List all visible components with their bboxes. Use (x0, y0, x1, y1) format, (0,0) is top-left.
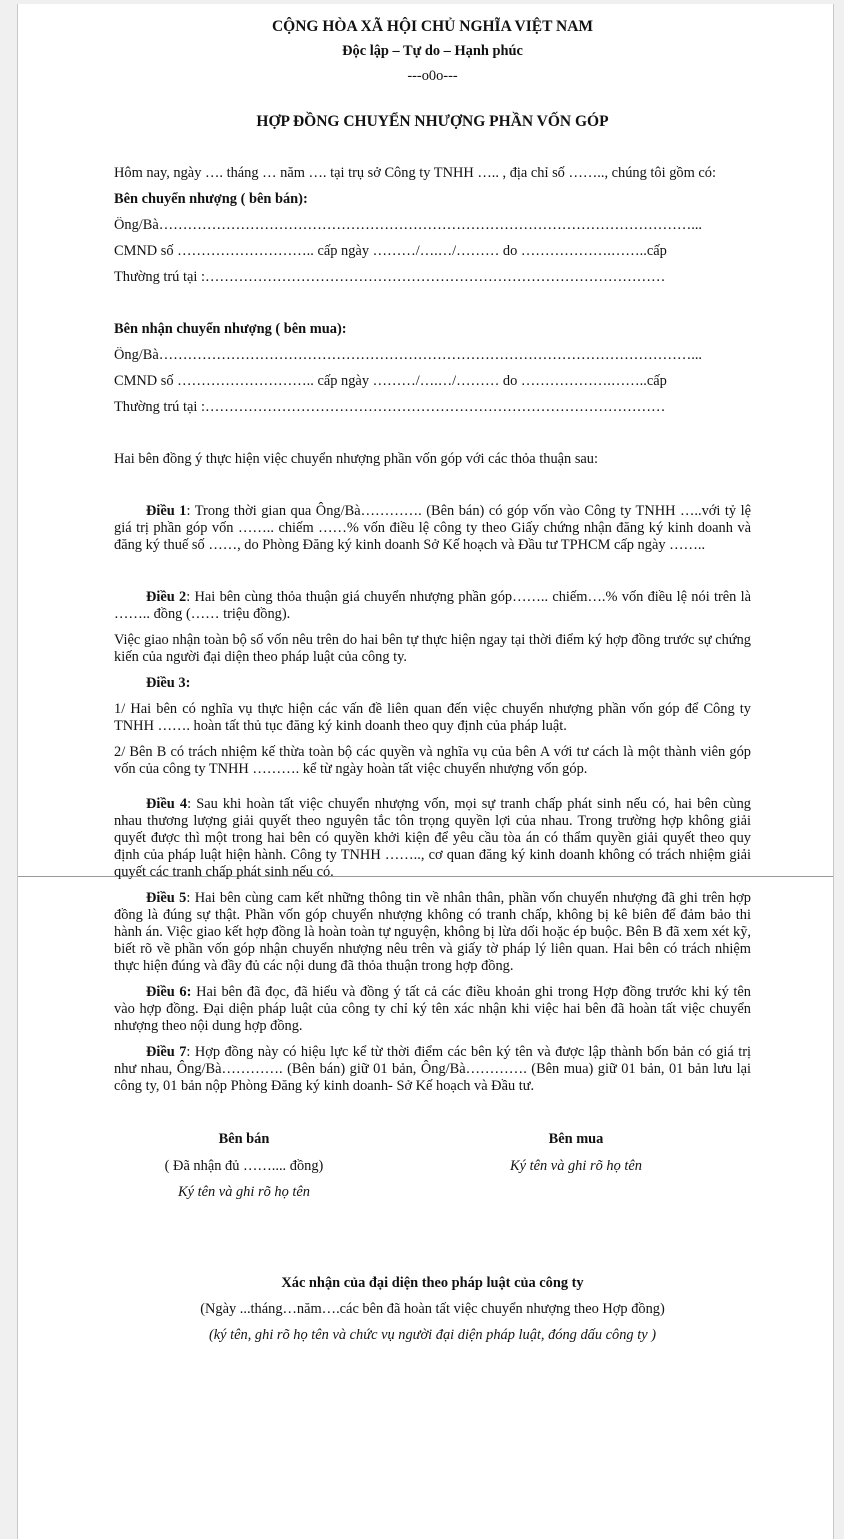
agreement-intro: Hai bên đồng ý thực hiện việc chuyển nhượng phần vốn góp với các thỏa thuận sau: (114, 451, 599, 467)
article-7-label: Điều 7 (146, 1044, 187, 1060)
article-4-text: : Sau khi hoàn tất việc chuyển nhượng vốn, mọi sự tranh chấp phát sinh nếu có, hai bên cùng nhau thương lượng giải quyết theo nguyên tắc tôn trọng quyền lợi của nhau. Trong trường hợp không giải quyết được thì một trong hai bên có quyền khởi kiện để yêu cầu tòa án có thẩm quyền giải quyết theo quy định của pháp luật hiện hành. Công ty TNHH …….., cơ quan đăng ký kinh doanh không có trách nhiệm giải quyết các tranh chấp phát sinh nếu có. (114, 796, 751, 880)
signature-block (114, 1131, 751, 1211)
document-title: HỢP ĐỒNG CHUYỂN NHƯỢNG PHẦN VỐN GÓP (256, 113, 609, 130)
article-1 (114, 503, 751, 554)
buyer-signature (446, 1131, 706, 1175)
article-4 (114, 796, 751, 881)
confirmation-sign-instruction: (ký tên, ghi rõ họ tên và chức vụ người đại diện pháp luật, đóng dấu công ty ) (208, 1327, 656, 1343)
article-2-label: Điều 2 (146, 589, 187, 605)
seller-signature-title: Bên bán (218, 1131, 270, 1147)
article-2-extra: Việc giao nhận toàn bộ số vốn nêu trên do hai bên tự thực hiện ngay tại thời điểm ký hợp đồng trước sự chứng kiến của người đại diện theo pháp luật của công ty. (114, 632, 751, 665)
article-4-label: Điều 4 (146, 796, 188, 812)
country-header: CỘNG HÒA XÃ HỘI CHỦ NGHĨA VIỆT NAM (271, 18, 594, 35)
article-7-text: : Hợp đồng này có hiệu lực kể từ thời điểm các bên ký tên và được lập thành bốn bản có giá trị như nhau, Ông/Bà…………. (Bên bán) giữ 01 bản, Ông/Bà…………. (Bên mua) giữ 01 bản, 01 bản lưu lại công ty, 01 bản nộp Phòng Đăng ký kinh doanh- Sở Kế hoạch và Đầu tư. (114, 1044, 752, 1094)
confirmation-note: (Ngày ...tháng…năm….các bên đã hoàn tất việc chuyển nhượng theo Hợp đồng) (200, 1301, 665, 1317)
article-5 (114, 890, 751, 975)
document-page (17, 4, 834, 1539)
buyer-id-line: CMND số ……………………….. cấp ngày ………/….…/……… do ……………….……..cấp (114, 373, 667, 389)
seller-name-line: Ông/Bà…………………………………………………………………………………………………... (114, 217, 703, 233)
seller-signature (114, 1131, 374, 1201)
article-2 (114, 589, 751, 623)
confirmation-title: Xác nhận của đại diện theo pháp luật của công ty (281, 1275, 584, 1291)
document-content (114, 16, 751, 1344)
article-3-item-1: 1/ Hai bên có nghĩa vụ thực hiện các vấn đề liên quan đến việc chuyển nhượng phần vốn góp để Công ty TNHH ……. hoàn tất thủ tục đăng ký kinh doanh theo quy định của pháp luật. (114, 701, 751, 734)
buyer-residence-line: Thường trú tại :…………………………………………………………………………………… (114, 399, 666, 415)
seller-residence-line: Thường trú tại :…………………………………………………………………………………… (114, 269, 666, 285)
article-5-label: Điều 5 (146, 890, 187, 906)
seller-received-note: ( Đã nhận đủ …….... đồng) (164, 1158, 324, 1174)
article-3-label: Điều 3: (146, 675, 191, 691)
header-divider: ---o0o--- (407, 68, 458, 84)
article-7 (114, 1044, 751, 1095)
article-1-label: Điều 1 (146, 503, 187, 519)
motto: Độc lập – Tự do – Hạnh phúc (342, 43, 523, 59)
buyer-signature-title: Bên mua (548, 1131, 604, 1147)
article-3-item-2: 2/ Bên B có trách nhiệm kế thừa toàn bộ các quyền và nghĩa vụ của bên A với tư cách là một thành viên góp vốn của công ty TNHH ………. kể từ ngày hoàn tất việc chuyển nhượng vốn góp. (114, 744, 751, 777)
article-2-text: : Hai bên cùng thỏa thuận giá chuyển nhượng phần góp…….. chiếm….% vốn điều lệ nói trên là …….. đồng (…… triệu đồng). (114, 589, 751, 622)
article-6 (114, 984, 751, 1035)
buyer-sign-instruction: Ký tên và ghi rõ họ tên (510, 1158, 642, 1174)
article-1-text: : Trong thời gian qua Ông/Bà…………. (Bên bán) có góp vốn vào Công ty TNHH …..với tỷ lệ giá trị phần góp vốn …….. chiếm ……% vốn điều lệ công ty theo Giấy chứng nhận đăng ký kinh doanh và đăng ký thuế số ……, do Phòng Đăng ký kinh doanh Sở Kế hoạch và Đầu tư TPHCM cấp ngày …….. (114, 503, 751, 553)
article-5-text: : Hai bên cùng cam kết những thông tin về nhân thân, phần vốn chuyển nhượng đã ghi trên hợp đồng là đúng sự thật. Phần vốn góp chuyển nhượng không có tranh chấp, không bị kê biên để đảm bảo thi hành án. Việc giao kết hợp đồng là hoàn toàn tự nguyện, không bị lừa dối hoặc ép buộc. Bên B đã xem xét kỹ, biết rõ về phần vốn góp nhận chuyển nhượng nêu trên và giấy tờ pháp lý liên quan. Hai bên có trách nhiệm thực hiện đúng và đầy đủ các nội dung đã thỏa thuận trong hợp đồng. (114, 890, 751, 974)
buyer-name-line: Ông/Bà…………………………………………………………………………………………………... (114, 347, 703, 363)
article-6-label: Điều 6: (146, 984, 192, 1000)
buyer-heading: Bên nhận chuyển nhượng ( bên mua): (114, 321, 347, 337)
seller-id-line: CMND số ……………………….. cấp ngày ………/….…/……… do ……………….……..cấp (114, 243, 667, 259)
seller-heading: Bên chuyển nhượng ( bên bán): (114, 191, 308, 207)
article-6-text: Hai bên đã đọc, đã hiểu và đồng ý tất cả các điều khoản ghi trong Hợp đồng trước khi ký tên vào hợp đồng. Đại diện pháp luật của công ty chỉ ký tên xác nhận khi việc hai bên đã hoàn tất việc chuyển nhượng theo nội dung hợp đồng. (114, 984, 751, 1034)
intro-paragraph: Hôm nay, ngày …. tháng … năm …. tại trụ sở Công ty TNHH ….. , địa chỉ số …….., chúng tôi gồm có: (114, 165, 716, 181)
seller-sign-instruction: Ký tên và ghi rõ họ tên (178, 1184, 310, 1200)
